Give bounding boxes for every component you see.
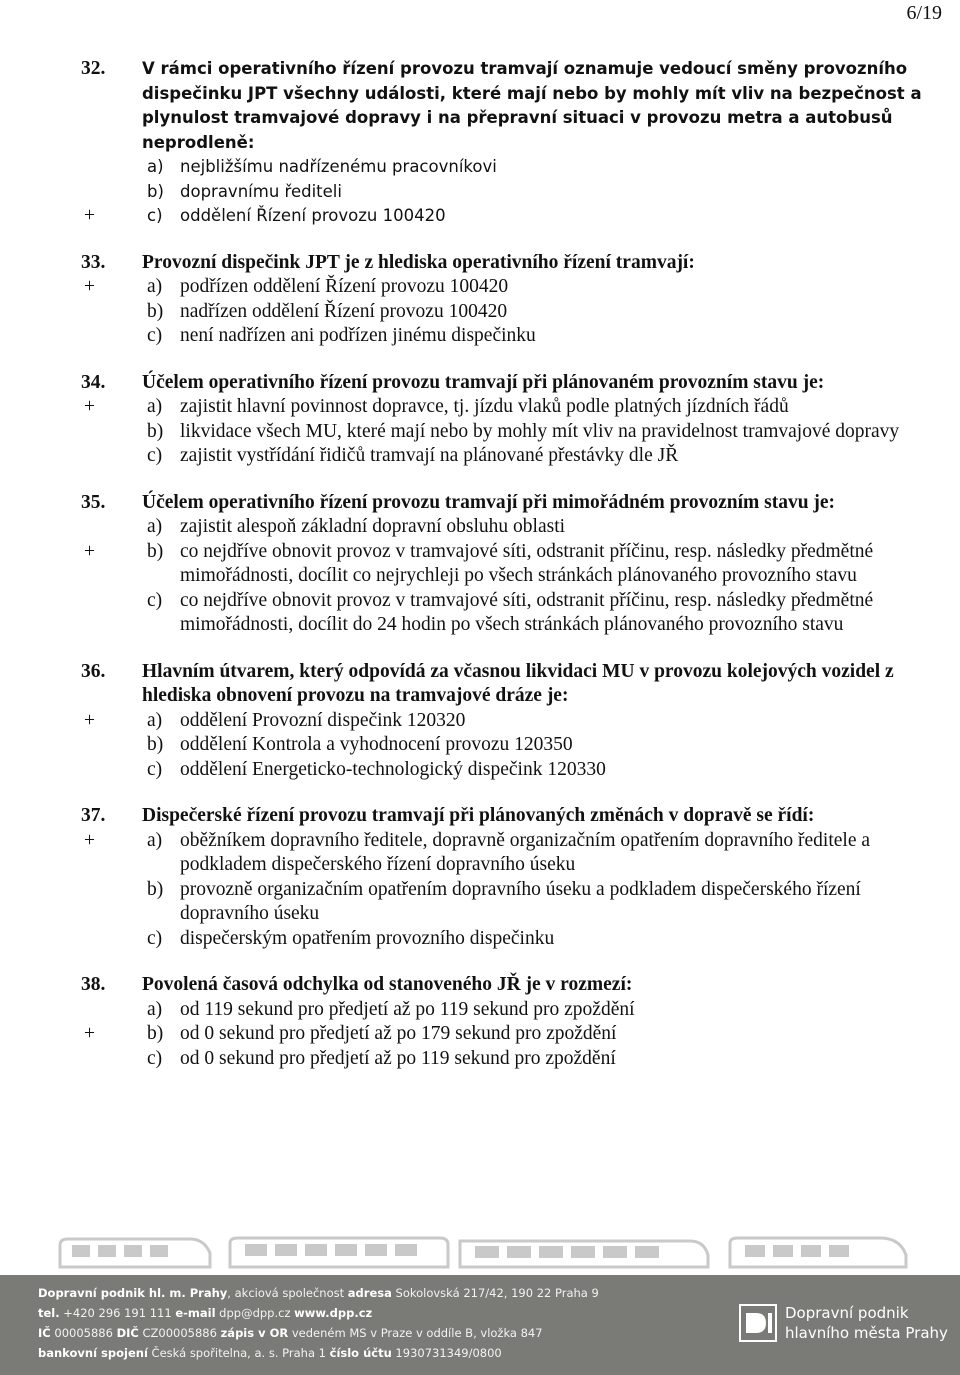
option-letter: b) — [147, 181, 164, 201]
footer-line-registration — [38, 1323, 599, 1343]
option-text: oddělení Kontrola a vyhodnocení provozu 120350 — [180, 734, 573, 755]
option-text: od 119 sekund pro předjetí až po 119 sekund pro zpoždění — [180, 998, 635, 1020]
answer-option — [0, 324, 960, 349]
correct-answer-marker: + — [84, 829, 95, 851]
answer-option — [0, 927, 960, 952]
question-list — [0, 57, 960, 1093]
question-line — [0, 57, 960, 155]
question-text: Dispečerské řízení provozu tramvají při plánovaných změnách v dopravě se řídí: — [142, 805, 815, 826]
option-text: likvidace všech MU, které mají nebo by mohly mít vliv na pravidelnost tramvajové dopravy — [180, 420, 900, 442]
option-text: od 0 sekund pro předjetí až po 179 sekund pro zpoždění — [180, 1023, 617, 1044]
dpp-logo-icon — [738, 1303, 778, 1343]
question-line — [0, 251, 960, 276]
option-text: dopravnímu řediteli — [180, 181, 342, 201]
option-text: zajistit alespoň základní dopravní obsluhu oblasti — [180, 516, 566, 537]
question-block — [0, 371, 960, 469]
option-letter: b) — [147, 1023, 164, 1044]
option-letter: c) — [147, 325, 163, 346]
answer-option — [0, 420, 960, 445]
question-line — [0, 804, 960, 829]
question-block — [0, 251, 960, 349]
option-letter: b) — [147, 734, 164, 755]
footer-line-contact — [38, 1303, 599, 1323]
option-text: co nejdříve obnovit provoz v tramvajové síti, odstranit příčinu, resp. následky předmětné mimořádnosti, docílit co nejrychleji po všech stránkách plánovaného provozního stavu — [180, 540, 874, 586]
option-text: oddělení Energeticko-technologický dispečink 120330 — [180, 758, 606, 780]
option-text: není nadřízen ani podřízen jinému dispečinku — [180, 325, 536, 346]
answer-option — [0, 180, 960, 205]
answer-option — [0, 275, 960, 300]
page-number: 6/19 — [906, 2, 942, 24]
question-line — [0, 660, 960, 709]
question-number: 38. — [81, 974, 106, 995]
answer-option — [0, 1047, 960, 1072]
question-block — [0, 57, 960, 229]
option-letter: c) — [147, 927, 163, 949]
option-letter: a) — [147, 829, 163, 851]
answer-option — [0, 300, 960, 325]
answer-option — [0, 155, 960, 180]
correct-answer-marker: + — [84, 540, 95, 562]
address-label: adresa — [347, 1286, 392, 1300]
company-logo — [738, 1297, 948, 1357]
option-letter: c) — [147, 445, 163, 466]
correct-answer-marker: + — [84, 709, 95, 731]
bank-value: Česká spořitelna, a. s. Praha 1 — [147, 1346, 330, 1360]
question-text: Hlavním útvarem, který odpovídá za včasnou likvidaci MU v provozu kolejových vozidel z hlediska obnovení provozu na tramvajové dráze je: — [142, 660, 894, 706]
account-label: číslo účtu — [329, 1346, 392, 1360]
option-text: podřízen oddělení Řízení provozu 100420 — [180, 276, 509, 297]
answer-option — [0, 204, 960, 229]
question-text: Účelem operativního řízení provozu tramvají při plánovaném provozním stavu je: — [142, 371, 825, 393]
website-link[interactable]: www.dpp.cz — [294, 1306, 373, 1320]
option-letter: a) — [147, 276, 163, 297]
correct-answer-marker: + — [84, 276, 95, 297]
answer-option — [0, 395, 960, 420]
option-letter: a) — [147, 709, 163, 731]
bank-label: bankovní spojení — [38, 1346, 148, 1360]
question-text: V rámci operativního řízení provozu tramvají oznamuje vedoucí směny provozního dispečinku JPT všechny události, které mají nebo by mohly mít vliv na bezpečnost a plynulost tramvajové dopravy i na přepravní situaci v provozu metra a autobusů neprodleně: — [142, 59, 922, 152]
question-line — [0, 491, 960, 516]
address-value: Sokolovská 217/42, 190 22 Praha 9 — [391, 1286, 599, 1300]
answer-option — [0, 709, 960, 734]
ic-label: IČ — [38, 1326, 51, 1340]
question-text: Provozní dispečink JPT je z hlediska operativního řízení tramvají: — [142, 251, 695, 273]
answer-option — [0, 733, 960, 758]
option-letter: b) — [147, 878, 164, 900]
question-block — [0, 660, 960, 783]
answer-option — [0, 998, 960, 1023]
account-value: 1930731349/0800 — [391, 1346, 502, 1360]
question-block — [0, 491, 960, 638]
company-name: Dopravní podnik hl. m. Prahy — [38, 1286, 228, 1300]
correct-answer-marker: + — [84, 396, 95, 417]
answer-option — [0, 878, 960, 927]
question-text: Povolená časová odchylka od stanoveného JŘ je v rozmezí: — [142, 974, 633, 995]
question-number: 33. — [81, 251, 106, 273]
option-text: nadřízen oddělení Řízení provozu 100420 — [180, 300, 508, 322]
option-text: provozně organizačním opatřením dopravního úseku a podkladem dispečerského řízení dopravního úseku — [180, 878, 861, 924]
option-letter: c) — [147, 589, 163, 611]
company-details — [38, 1283, 599, 1363]
option-letter: a) — [147, 516, 163, 537]
option-text: od 0 sekund pro předjetí až po 119 sekund pro zpoždění — [180, 1047, 616, 1069]
option-letter: c) — [147, 206, 163, 225]
tram-illustration-strip — [0, 1233, 960, 1275]
correct-answer-marker: + — [84, 1023, 95, 1044]
option-letter: a) — [147, 157, 164, 176]
option-text: oběžníkem dopravního ředitele, dopravně organizačním opatřením dopravního ředitele a podkladem dispečerského řízení dopravního úseku — [180, 829, 871, 875]
dic-value: CZ00005886 — [138, 1326, 221, 1340]
option-letter: a) — [147, 396, 163, 417]
logo-text — [785, 1303, 948, 1343]
question-number: 32. — [81, 58, 106, 79]
question-line — [0, 371, 960, 396]
option-letter: b) — [147, 300, 164, 322]
answer-option — [0, 829, 960, 878]
option-text: zajistit vystřídání řidičů tramvají na plánované přestávky dle JŘ — [180, 445, 679, 466]
question-number: 34. — [81, 371, 106, 393]
question-block — [0, 973, 960, 1071]
option-text: co nejdříve obnovit provoz v tramvajové síti, odstranit příčinu, resp. následky předmětné mimořádnosti, docílit do 24 hodin po všech stránkách plánovaného provozního stavu — [180, 589, 874, 635]
company-footer — [0, 1275, 960, 1375]
option-letter: a) — [147, 998, 163, 1020]
footer-line-bank — [38, 1343, 599, 1363]
question-text: Účelem operativního řízení provozu tramvají při mimořádném provozním stavu je: — [142, 491, 836, 513]
answer-option — [0, 540, 960, 589]
option-letter: c) — [147, 1047, 163, 1069]
question-block — [0, 804, 960, 951]
option-letter: b) — [147, 540, 164, 562]
question-line — [0, 973, 960, 998]
logo-line-2: hlavního města Prahy — [785, 1324, 948, 1342]
answer-option — [0, 444, 960, 469]
tel-label: tel. — [38, 1306, 60, 1320]
registration-value: vedeném MS v Praze v oddíle B, vložka 847 — [288, 1326, 543, 1340]
question-number: 35. — [81, 491, 106, 513]
answer-option — [0, 589, 960, 638]
question-number: 37. — [81, 805, 106, 826]
email-value[interactable]: dpp@dpp.cz — [215, 1306, 295, 1320]
question-number: 36. — [81, 660, 106, 682]
dic-label: DIČ — [116, 1326, 139, 1340]
answer-option — [0, 515, 960, 540]
ic-value: 00005886 — [50, 1326, 117, 1340]
option-text: oddělení Provozní dispečink 120320 — [180, 709, 466, 731]
tel-value: +420 296 191 111 — [59, 1306, 176, 1320]
option-letter: c) — [147, 758, 163, 780]
answer-option — [0, 1022, 960, 1047]
option-text: dispečerským opatřením provozního dispečinku — [180, 927, 555, 949]
logo-line-1: Dopravní podnik — [785, 1304, 909, 1322]
option-text: zajistit hlavní povinnost dopravce, tj. jízdu vlaků podle platných jízdních řádů — [180, 396, 789, 417]
answer-option — [0, 758, 960, 783]
registration-label: zápis v OR — [220, 1326, 289, 1340]
footer-line-address — [38, 1283, 599, 1303]
company-type: , akciová společnost — [227, 1286, 348, 1300]
option-text: nejbližšímu nadřízenému pracovníkovi — [180, 157, 497, 176]
correct-answer-marker: + — [84, 205, 95, 226]
option-letter: b) — [147, 420, 164, 442]
email-label: e-mail — [175, 1306, 216, 1320]
option-text: oddělení Řízení provozu 100420 — [180, 206, 446, 225]
